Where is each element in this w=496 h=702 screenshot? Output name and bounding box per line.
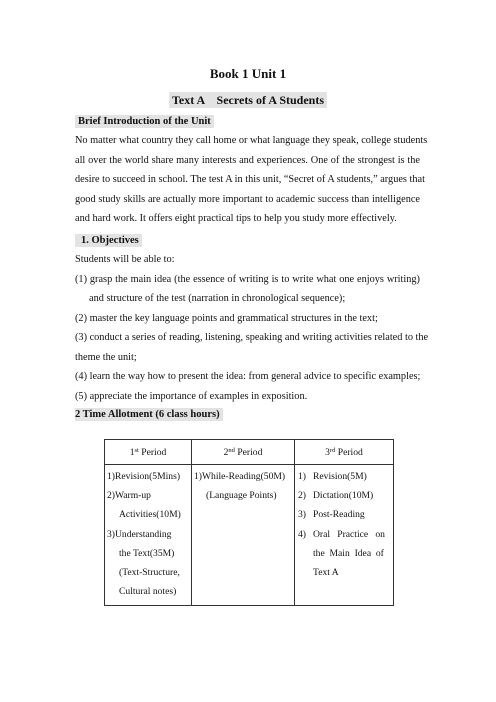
objectives-heading: 1. Objectives xyxy=(75,235,142,246)
period-3-cell xyxy=(295,465,394,606)
period-3-item: the Main Idea of xyxy=(313,547,384,559)
period-3-item: 1) Revision(5M) xyxy=(298,471,367,482)
brief-line: No matter what country they call home or what language they speak, college students xyxy=(75,135,428,146)
period-1-item: 3)Understanding xyxy=(107,528,172,540)
brief-line: all over the world share many interests and experiences. One of the strongest is the xyxy=(75,154,420,166)
brief-line: good study skills are actually more important to academic success than intelligence xyxy=(75,193,420,205)
period-1-item: 2)Warm-up xyxy=(107,490,151,502)
brief-line: and hard work. It offers eight practical tips to help you study more effectively. xyxy=(75,213,397,224)
header-period-3: 3rd Period xyxy=(295,440,394,465)
objective-item: (4) learn the way how to present the idea: from general advice to specific examples; xyxy=(75,371,421,382)
objective-item: (5) appreciate the importance of examples in exposition. xyxy=(75,390,308,402)
objective-item: (3) conduct a series of reading, listening, speaking and writing activities related to the xyxy=(75,332,429,343)
period-1-item: Activities(10M) xyxy=(119,509,181,521)
period-1-item: 1)Revision(5Mins) xyxy=(107,471,181,482)
brief-line: desire to succeed in school. The test A in this unit, “Secret of A students,” argues that xyxy=(75,174,425,185)
brief-paragraph xyxy=(75,131,428,229)
period-1-item: Cultural notes) xyxy=(119,586,177,598)
objective-item: (1) grasp the main idea (the essence of writing is to write what one enjoys writing) xyxy=(75,273,420,285)
book-title: Book 1 Unit 1 xyxy=(209,66,287,81)
table-header-row xyxy=(105,440,394,465)
objective-item: (2) master the key language points and grammatical structures in the text; xyxy=(75,312,378,324)
period-3-item: 2) Dictation(10M) xyxy=(298,490,374,502)
period-2-item: 1)While-Reading(50M) xyxy=(194,471,286,482)
period-1-item: (Text-Structure, xyxy=(119,567,180,579)
period-2-item: (Language Points) xyxy=(206,490,277,502)
time-allotment-table xyxy=(104,439,394,606)
objectives-intro: Students will be able to: xyxy=(75,254,175,265)
text-title: Text A Secrets of A Students xyxy=(0,93,496,108)
period-2-cell xyxy=(192,465,295,606)
header-period-2: 2nd Period xyxy=(192,440,295,465)
header-period-1: 1st Period xyxy=(105,440,192,465)
table-row xyxy=(105,465,394,606)
objectives-list xyxy=(75,250,429,406)
brief-heading: Brief Introduction of the Unit xyxy=(75,116,214,127)
objective-item-cont: and structure of the test (narration in chronological sequence); xyxy=(89,293,346,304)
objective-item-cont: theme the unit; xyxy=(75,351,137,363)
allotment-heading: 2 Time Allotment (6 class hours) xyxy=(75,409,223,420)
period-1-item: the Text(35M) xyxy=(119,547,175,559)
period-3-item: 3) Post-Reading xyxy=(298,509,365,521)
period-3-item: Text A xyxy=(313,567,339,579)
period-3-item: 4) Oral Practice on xyxy=(298,528,385,540)
period-1-cell xyxy=(105,465,192,606)
